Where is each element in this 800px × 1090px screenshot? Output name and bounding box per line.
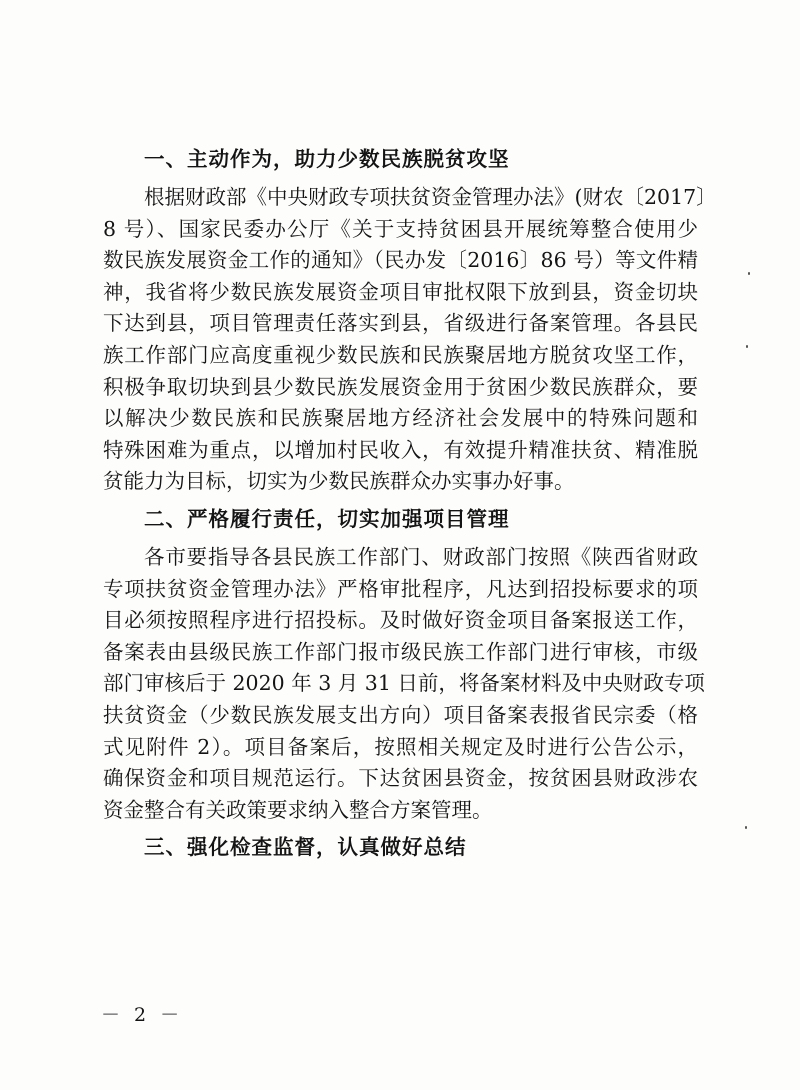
section-paragraph-2 [103, 542, 705, 826]
text-line: 以解决少数民族和民族聚居地方经济社会发展中的特殊问题和 [103, 406, 698, 431]
section-heading-1: 一、主动作为，助力少数民族脱贫攻坚 [144, 147, 510, 171]
page-number: － 2 － [101, 1004, 184, 1026]
scan-speck [746, 345, 748, 348]
section-paragraph-1 [103, 182, 717, 498]
text-line: 特殊困难为重点，以增加村民收入，有效提升精准扶贫、精准脱 [103, 437, 698, 462]
text-line: 积极争取切块到县少数民族发展资金用于贫困少数民族群众，要 [103, 374, 698, 399]
text-line: 目必须按照程序进行招投标。及时做好资金项目备案报送工作， [103, 608, 698, 633]
section-heading-3: 三、强化检查监督，认真做好总结 [144, 835, 467, 860]
section-heading-2: 二、严格履行责任，切实加强项目管理 [144, 506, 510, 531]
text-line: 8 号）、国家民委办公厅《关于支持贫困县开展统筹整合使用少 [103, 216, 698, 241]
text-line: 下达到县，项目管理责任落实到县，省级进行备案管理。各县民 [103, 311, 698, 336]
text-line: 式见附件 2）。项目备案后，按照相关规定及时进行公告公示， [103, 734, 698, 759]
text-line: 专项扶贫资金管理办法》严格审批程序，凡达到招投标要求的项 [103, 576, 698, 601]
text-line: 族工作部门应高度重视少数民族和民族聚居地方脱贫攻坚工作， [103, 342, 698, 367]
scan-speck [748, 272, 750, 275]
text-line: 资金整合有关政策要求纳入整合方案管理。 [103, 797, 493, 822]
scan-speck [745, 826, 747, 829]
text-line: 各市要指导各县民族工作部门、财政部门按照《陕西省财政 [144, 544, 698, 569]
text-line: 扶贫资金（少数民族发展支出方向）项目备案表报省民宗委（格 [103, 702, 698, 727]
text-line: 神，我省将少数民族发展资金项目审批权限下放到县，资金切块 [103, 279, 698, 304]
text-line: 确保资金和项目规范运行。下达贫困县资金，按贫困县财政涉农 [103, 766, 698, 791]
text-line: 数民族发展资金工作的通知》（民办发〔2016〕86 号）等文件精 [103, 248, 698, 273]
text-line: 备案表由县级民族工作部门报市级民族工作部门进行审核，市级 [103, 639, 698, 664]
text-line: 贫能力为目标，切实为少数民族群众办实事办好事。 [103, 469, 575, 494]
text-line: 部门审核后于 2020 年 3 月 31 日前，将备案材料及中央财政专项 [103, 671, 705, 696]
document-body [103, 144, 717, 870]
text-line: 根据财政部《中央财政专项扶贫资金管理办法》(财农〔2017〕 [144, 185, 717, 209]
